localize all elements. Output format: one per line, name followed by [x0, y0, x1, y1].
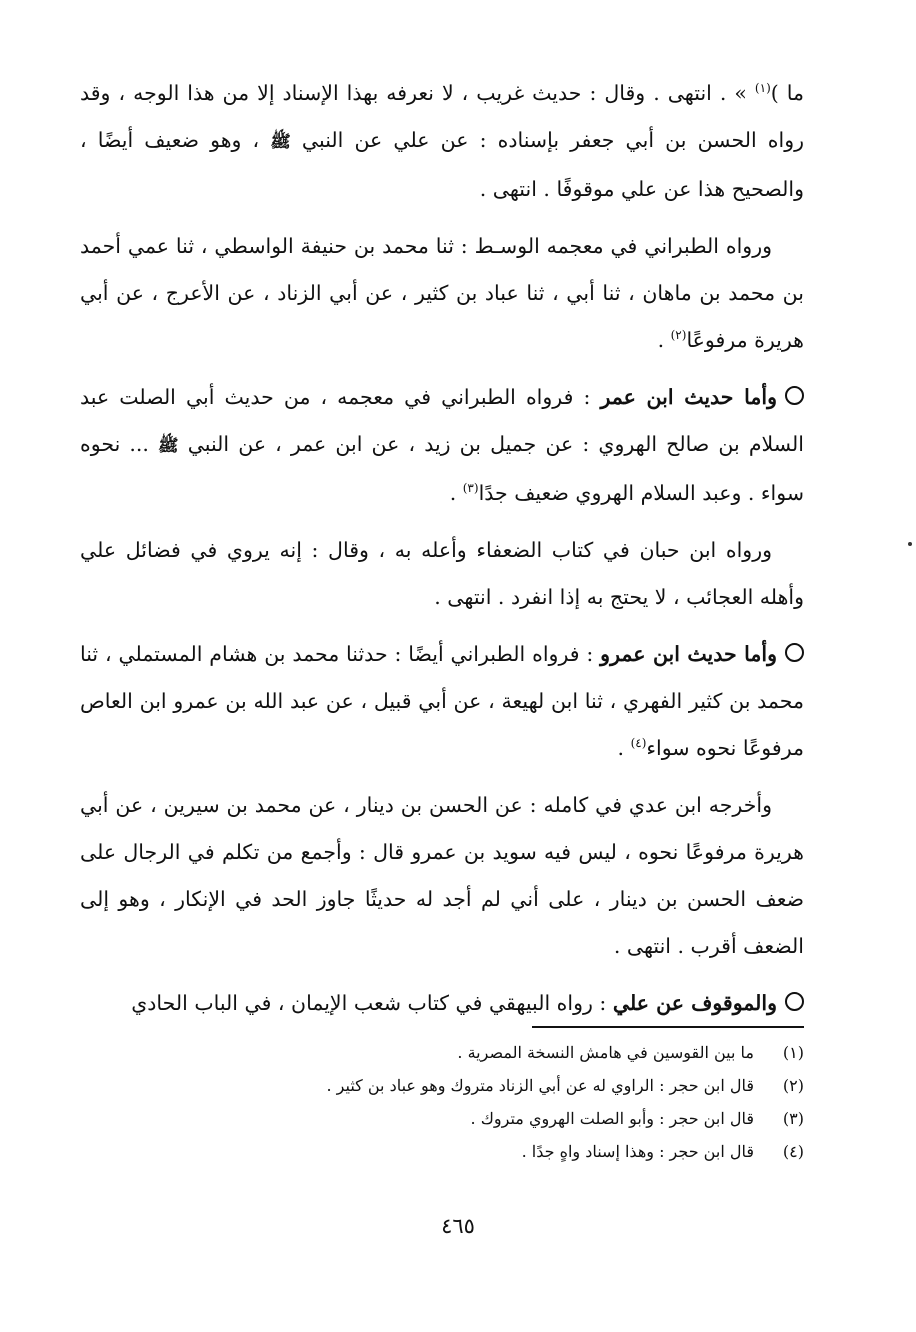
- text-run: .: [617, 736, 631, 760]
- scan-speck: [908, 542, 912, 546]
- text-run: ... نحوه سواء . وعبد السلام الهروي ضعيف جدًا: [80, 432, 804, 505]
- footnotes: [80, 1036, 804, 1168]
- section-heading: والموقوف عن علي: [612, 991, 777, 1015]
- footnote-3: [80, 1102, 804, 1135]
- paragraph-7: [80, 980, 804, 1027]
- footnote-ref-2[interactable]: (٢): [670, 328, 687, 343]
- footnote-text: قال ابن حجر : وهذا إسناد واهٍ جدًا .: [521, 1142, 754, 1161]
- text-run: ورواه ابن حبان في كتاب الضعفاء وأعله به ، وقال : إنه يروي في فضائل علي وأهله العجائب ، لا يحتج به إذا انفرد . انتهى .: [80, 538, 804, 609]
- paragraph-4: [80, 527, 804, 621]
- main-text: [80, 70, 804, 1037]
- paragraph-6: [80, 782, 804, 970]
- salutation-glyph: ﷺ: [270, 132, 291, 152]
- section-heading: وأما حديث ابن عمر: [600, 385, 777, 409]
- text-run: ، وهو ضعيف أيضًا ، والصحيح هذا عن علي موقوفًا . انتهى .: [80, 128, 804, 201]
- section-circle-icon: [785, 386, 804, 405]
- page-number: ٤٦٥: [441, 1214, 475, 1238]
- footnote-1: [80, 1036, 804, 1069]
- text-run: وأخرجه ابن عدي في كامله : عن الحسن بن دينار ، عن محمد بن سيرين ، عن أبي هريرة مرفوعًا نحوه ، ليس فيه سويد بن عمرو قال : وأجمع من تكلم في الرجال على ضعف الحسن بن دينار ، على أني لم أجد له حديثًا جاوز الحد في الإنكار ، وهو إلى الضعف أقرب . انتهى .: [80, 793, 804, 958]
- paragraph-5: [80, 631, 804, 772]
- text-run: » . انتهى . وقال : حديث غريب ، لا نعرفه بهذا الإسناد إلا من هذا الوجه ، وقد رواه الحسن بن أبي جعفر بإسناده : عن علي عن النبي: [80, 81, 804, 152]
- section-heading: وأما حديث ابن عمرو: [600, 642, 777, 666]
- footnote-text: قال ابن حجر : وأبو الصلت الهروي متروك .: [470, 1109, 754, 1128]
- footnote-number: (١): [782, 1043, 804, 1062]
- footnote-number: (٤): [782, 1142, 804, 1161]
- paragraph-1: [80, 70, 804, 213]
- text-run: : فرواه الطبراني في معجمه ، من حديث أبي الصلت عبد السلام بن صالح الهروي : عن جميل بن زيد ، عن ابن عمر ، عن النبي: [80, 385, 804, 456]
- salutation-glyph: ﷺ: [158, 436, 179, 456]
- text-run: ورواه الطبراني في معجمه الوسـط : ثنا محمد بن حنيفة الواسطي ، ثنا عمي أحمد بن محمد بن ماهان ، ثنا أبي ، ثنا عباد بن كثير ، عن أبي الزناد ، عن الأعرج ، عن أبي هريرة مرفوعًا: [80, 234, 804, 352]
- footnote-ref-1[interactable]: (١): [754, 81, 771, 96]
- footnote-ref-4[interactable]: (٤): [630, 736, 647, 751]
- footnote-text: قال ابن حجر : الراوي له عن أبي الزناد متروك وهو عباد بن كثير .: [326, 1076, 754, 1095]
- footnote-ref-3[interactable]: (٣): [462, 481, 479, 496]
- paragraph-3: [80, 374, 804, 517]
- footnote-number: (٣): [782, 1109, 804, 1128]
- text-run: : رواه البيهقي في كتاب شعب الإيمان ، في الباب الحادي: [131, 991, 613, 1015]
- section-circle-icon: [785, 643, 804, 662]
- text-run: .: [657, 328, 671, 352]
- footnote-separator: [532, 1026, 804, 1028]
- footnote-number: (٢): [782, 1076, 804, 1095]
- section-circle-icon: [785, 992, 804, 1011]
- text-run: .: [449, 481, 463, 505]
- text-run: : فرواه الطبراني أيضًا : حدثنا محمد بن هشام المستملي ، ثنا محمد بن كثير الفهري ، ثنا ابن لهيعة ، عن أبي قبيل ، عن عبد الله بن عمرو ابن العاص مرفوعًا نحوه سواء: [80, 642, 804, 760]
- text-run: ما ): [770, 81, 804, 105]
- paragraph-2: [80, 223, 804, 364]
- footnote-4: [80, 1135, 804, 1168]
- footnote-text: ما بين القوسين في هامش النسخة المصرية .: [457, 1043, 754, 1062]
- footnote-2: [80, 1069, 804, 1102]
